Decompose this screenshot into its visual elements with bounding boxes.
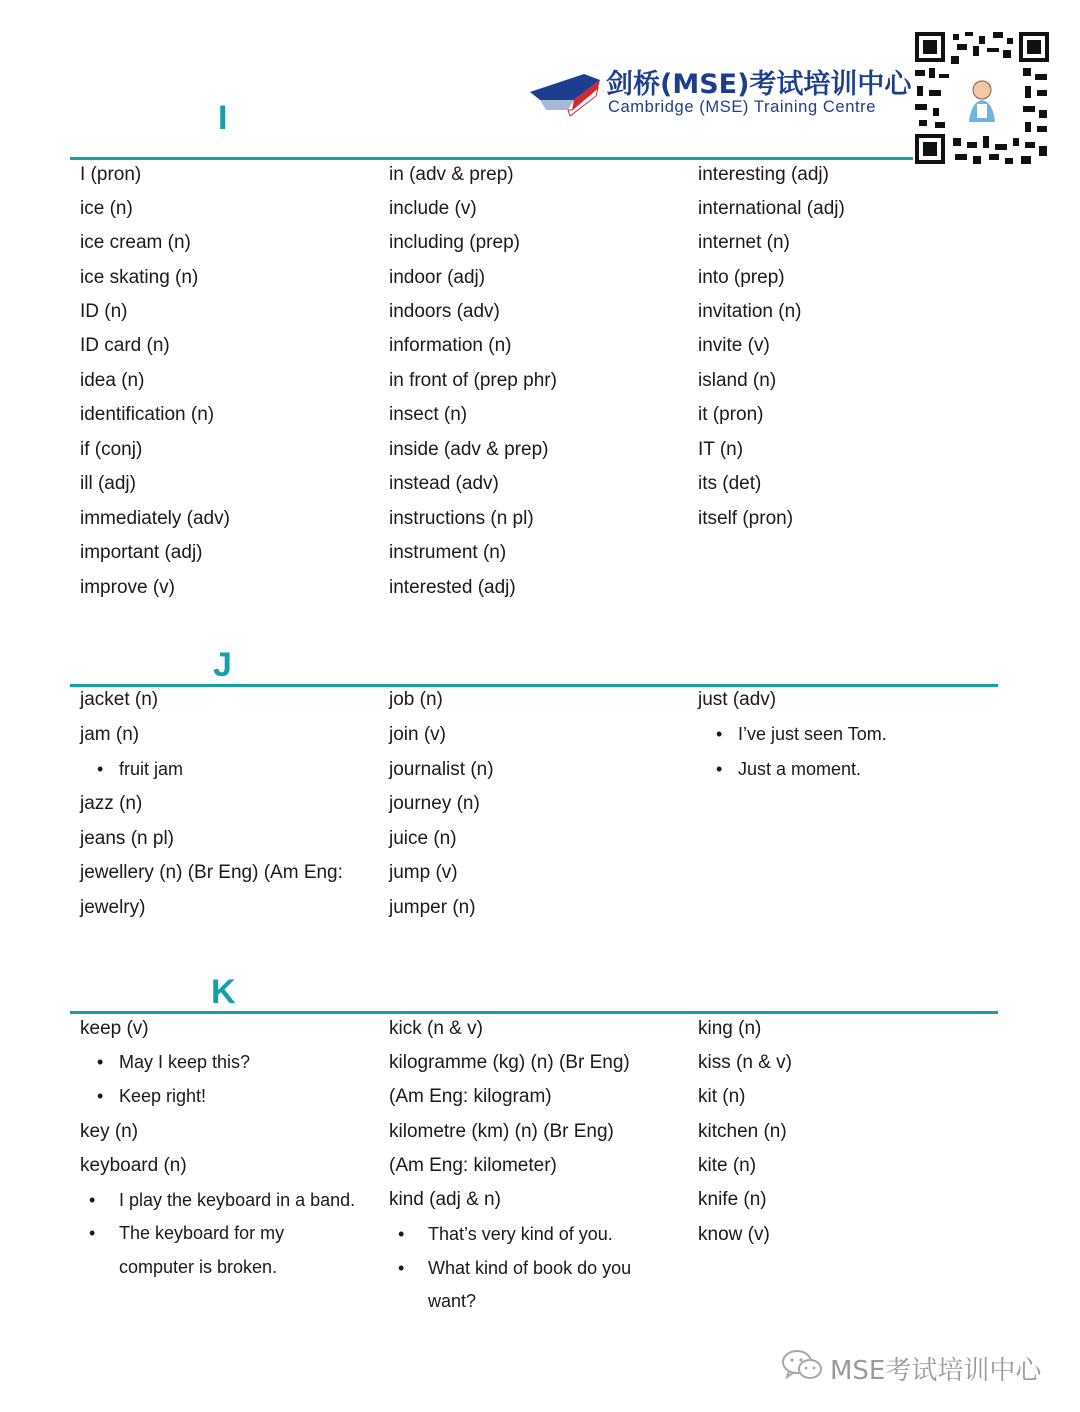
example-bullet <box>97 1086 207 1106</box>
word-entry-continued: (Am Eng: kilogram) <box>389 1086 552 1107</box>
word-entry: keyboard (n) <box>80 1155 187 1176</box>
word-entry: into (prep) <box>698 267 785 288</box>
word-entry: jump (v) <box>389 862 458 883</box>
word-entry-continued: (Am Eng: kilometer) <box>389 1155 557 1176</box>
word-entry: I (pron) <box>80 164 142 185</box>
word-entry: ID (n) <box>80 301 128 322</box>
word-entry: international (adj) <box>698 198 845 219</box>
word-entry: join (v) <box>389 724 447 745</box>
qr-code-icon <box>913 30 1051 166</box>
word-entry: ice skating (n) <box>80 267 199 288</box>
section-rule-i <box>70 157 913 160</box>
word-entry: jazz (n) <box>80 793 143 814</box>
word-entry: jewellery (n) (Br Eng) (Am Eng: <box>80 862 343 883</box>
word-entry: ice cream (n) <box>80 232 191 253</box>
word-entry: information (n) <box>389 335 512 356</box>
section-rule-j <box>70 684 998 687</box>
word-entry: juice (n) <box>389 828 457 849</box>
example-text: I’ve just seen Tom. <box>738 724 887 744</box>
bullet-icon: • <box>97 759 104 779</box>
word-entry: interesting (adj) <box>698 164 829 185</box>
word-entry: kick (n & v) <box>389 1018 483 1039</box>
example-text: The keyboard for my <box>119 1223 285 1243</box>
bullet-icon: • <box>97 1086 104 1106</box>
word-entry: include (v) <box>389 198 477 219</box>
example-text: May I keep this? <box>119 1052 251 1072</box>
word-entry: important (adj) <box>80 542 203 563</box>
section-letter-i: I <box>218 99 228 137</box>
word-entry: jumper (n) <box>389 897 476 918</box>
word-entry: interested (adj) <box>389 577 516 598</box>
word-entry: instrument (n) <box>389 542 507 563</box>
bullet-icon: • <box>398 1258 405 1278</box>
section-letter-k: K <box>211 973 236 1011</box>
word-entry: job (n) <box>389 689 443 710</box>
word-entry: internet (n) <box>698 232 790 253</box>
word-entry: kite (n) <box>698 1155 757 1176</box>
word-entry: kind (adj & n) <box>389 1189 501 1210</box>
word-entry: it (pron) <box>698 404 764 425</box>
word-entry: kit (n) <box>698 1086 746 1107</box>
section-letter-j: J <box>213 646 232 684</box>
example-bullet <box>398 1224 613 1244</box>
example-text: What kind of book do you <box>428 1258 632 1278</box>
word-entry: keep (v) <box>80 1018 149 1039</box>
word-entry: kilogramme (kg) (n) (Br Eng) <box>389 1052 630 1073</box>
bullet-icon: • <box>89 1190 96 1210</box>
word-entry: instead (adv) <box>389 473 499 494</box>
word-entry: jam (n) <box>80 724 140 745</box>
example-bullet <box>398 1258 632 1278</box>
word-entry: indoors (adv) <box>389 301 500 322</box>
example-bullet <box>97 759 184 779</box>
brand-logo <box>528 60 918 124</box>
word-entry: kitchen (n) <box>698 1121 787 1142</box>
word-entry: immediately (adv) <box>80 508 230 529</box>
word-entry: jacket (n) <box>80 689 159 710</box>
bullet-icon: • <box>89 1223 96 1243</box>
example-text-continued: want? <box>428 1291 477 1311</box>
bullet-icon: • <box>97 1052 104 1072</box>
word-entry: knife (n) <box>698 1189 767 1210</box>
wechat-icon <box>780 1348 824 1382</box>
word-entry: including (prep) <box>389 232 520 253</box>
word-entry: journey (n) <box>389 793 480 814</box>
word-entry: ice (n) <box>80 198 133 219</box>
word-entry: insect (n) <box>389 404 468 425</box>
bullet-icon: • <box>716 759 723 779</box>
bullet-icon: • <box>398 1224 405 1244</box>
word-entry-continued: jewelry) <box>80 897 146 918</box>
example-bullet <box>89 1190 356 1210</box>
word-entry: journalist (n) <box>389 759 494 780</box>
example-text-continued: computer is broken. <box>119 1257 278 1277</box>
example-bullet <box>89 1223 285 1243</box>
word-entry: idea (n) <box>80 370 145 391</box>
example-bullet <box>97 1052 251 1072</box>
word-entry: island (n) <box>698 370 777 391</box>
word-entry: key (n) <box>80 1121 139 1142</box>
word-entry: in (adv & prep) <box>389 164 514 185</box>
word-entry: in front of (prep phr) <box>389 370 557 391</box>
word-entry: ill (adj) <box>80 473 136 494</box>
bullet-icon: • <box>716 724 723 744</box>
word-entry: kiss (n & v) <box>698 1052 792 1073</box>
word-entry: ID card (n) <box>80 335 170 356</box>
word-entry: inside (adv & prep) <box>389 439 549 460</box>
word-entry: improve (v) <box>80 577 176 598</box>
watermark-text: MSE考试培训中心 <box>830 1356 1042 1386</box>
word-entry: know (v) <box>698 1224 770 1245</box>
logo-emblem-icon <box>528 66 604 120</box>
word-entry: kilometre (km) (n) (Br Eng) <box>389 1121 614 1142</box>
word-entry: invite (v) <box>698 335 770 356</box>
example-text: fruit jam <box>119 759 184 779</box>
word-entry: its (det) <box>698 473 762 494</box>
word-entry: jeans (n pl) <box>80 828 174 849</box>
word-entry: if (conj) <box>80 439 143 460</box>
word-entry: instructions (n pl) <box>389 508 534 529</box>
word-entry: indoor (adj) <box>389 267 486 288</box>
example-text: That’s very kind of you. <box>428 1224 613 1244</box>
example-text: I play the keyboard in a band. <box>119 1190 356 1210</box>
example-bullet <box>716 724 887 744</box>
example-text: Just a moment. <box>738 759 862 779</box>
word-entry: identification (n) <box>80 404 215 425</box>
example-text: Keep right! <box>119 1086 207 1106</box>
logo-chinese-name: 剑桥(MSE)考试培训中心 <box>606 69 912 100</box>
word-entry: just (adv) <box>698 689 777 710</box>
word-entry: itself (pron) <box>698 508 794 529</box>
example-bullet <box>716 759 862 779</box>
word-entry: IT (n) <box>698 439 744 460</box>
word-entry: invitation (n) <box>698 301 802 322</box>
logo-english-name: Cambridge (MSE) Training Centre <box>608 98 877 116</box>
section-rule-k <box>70 1011 998 1014</box>
word-entry: king (n) <box>698 1018 762 1039</box>
